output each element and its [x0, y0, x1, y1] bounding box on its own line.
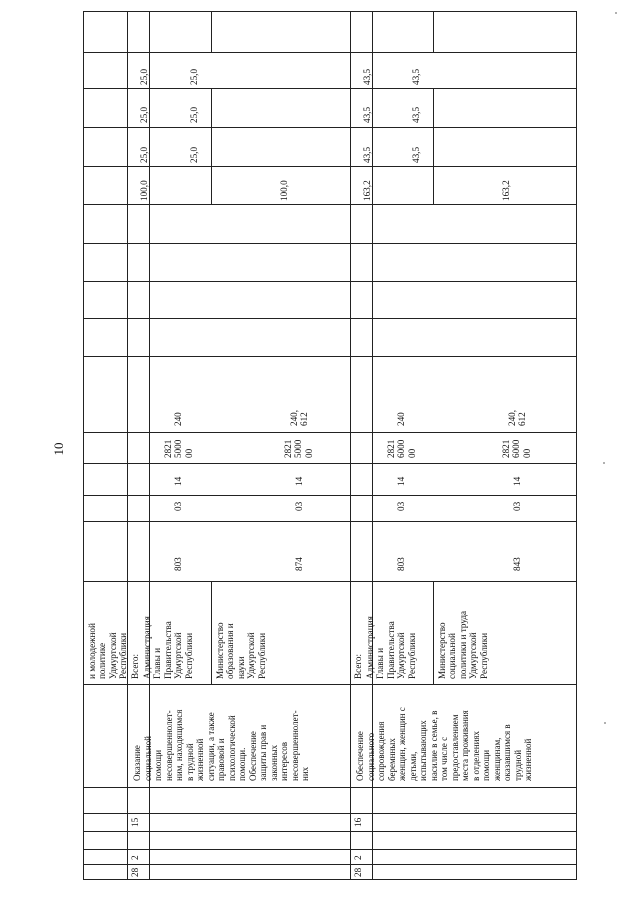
block2-exec1-vr: 240	[396, 412, 406, 426]
block2-total-y1: 43,5	[362, 146, 372, 163]
block1-exec2-pr: 14	[294, 476, 304, 486]
block2-exec1-y2: 43,5	[411, 106, 421, 123]
block1-exec2: Министерство образования и науки Удмуртской Республики	[215, 622, 267, 679]
row-line	[350, 11, 351, 880]
block1-exec2-vr: 240, 612	[289, 409, 310, 426]
row-line	[211, 11, 212, 52]
col-line	[83, 127, 577, 128]
block1-total-y2: 25,0	[139, 106, 149, 123]
prev-executor-tail: и молодежной политике Удмуртской Республики	[87, 623, 129, 679]
block2-exec1-rz: 03	[396, 501, 406, 511]
block1-title: Оказание социальной помощи несовершеннолет- ним, находящимся в трудной жизненной ситуации, а также правовой и психологической помощи. Обеспечение защиты прав и законных интересов несовершеннолет- них	[132, 709, 310, 781]
block1-pp: 2	[130, 855, 140, 860]
table-border-bottom	[83, 879, 577, 880]
col-line	[83, 88, 577, 89]
block2-exec2: Министерство социальной политики и труда Удмуртской Республики	[437, 610, 489, 679]
block1-exec2-csr: 2821 5000 00	[283, 439, 314, 458]
col-line	[83, 356, 577, 357]
block1-total-y3: 25,0	[139, 68, 149, 85]
block2-pp: 2	[353, 855, 363, 860]
scan-speck	[604, 722, 606, 724]
col-line	[83, 787, 577, 788]
block2-exec2-grbs: 843	[512, 557, 522, 571]
block2-exec1-pr: 14	[396, 476, 406, 486]
row-line	[433, 581, 434, 684]
block2-exec1-grbs: 803	[396, 557, 406, 571]
block1-exec1-y1: 25,0	[189, 146, 199, 163]
block1-exec1-pr: 14	[173, 476, 183, 486]
block1-exec1-csr: 2821 5000 00	[163, 439, 194, 458]
table-border-right	[576, 11, 577, 880]
col-line	[83, 495, 577, 496]
block2-title: Обеспечение социального сопровождения беремнных женщин, женщин с детьми, испытывающих насилие в семье, в том числе с предоставлением места проживания в отделениях помощи женщинам, оказавшимся в трудной жизненной	[355, 707, 533, 781]
block2-gp: 28	[353, 867, 363, 877]
block2-total-y3: 43,5	[362, 68, 372, 85]
block2-total-label: Всего:	[353, 653, 363, 679]
block1-gp: 28	[130, 867, 140, 877]
col-line	[83, 52, 577, 53]
block1-total-y1: 25,0	[139, 146, 149, 163]
row-line	[433, 11, 434, 52]
col-line	[83, 463, 577, 464]
block1-num: 15	[130, 817, 140, 827]
block1-exec2-grbs: 874	[294, 557, 304, 571]
row-line	[127, 11, 128, 880]
block1-exec1-y2: 25,0	[189, 106, 199, 123]
scan-speck	[603, 462, 605, 464]
block2-exec2-csr: 2821 6000 00	[501, 439, 532, 458]
block2-exec1-csr: 2821 6000 00	[386, 439, 417, 458]
col-line	[83, 849, 577, 850]
block2-exec1-y3: 43,5	[411, 68, 421, 85]
block1-exec1-rz: 03	[173, 501, 183, 511]
col-line	[83, 813, 577, 814]
table-border-top	[83, 11, 577, 12]
block1-exec2-rz: 03	[294, 501, 304, 511]
col-line	[83, 831, 577, 832]
row-line	[211, 581, 212, 684]
block1-exec2-value: 100,0	[279, 180, 289, 201]
block1-exec1-vr: 240	[173, 412, 183, 426]
col-line	[83, 281, 577, 282]
col-line	[83, 166, 577, 167]
block2-exec2-vr: 240, 612	[507, 409, 528, 426]
table-border-left	[83, 11, 84, 880]
row-line	[211, 88, 212, 204]
budget-table	[83, 11, 577, 880]
block2-exec1-y1: 43,5	[411, 146, 421, 163]
block2-total-y2: 43,5	[362, 106, 372, 123]
col-line	[83, 864, 577, 865]
row-line	[433, 88, 434, 204]
block1-total-value: 100,0	[139, 180, 149, 201]
block2-exec2-rz: 03	[512, 501, 522, 511]
scan-speck	[615, 12, 617, 14]
block1-total-label: Всего:	[130, 653, 140, 679]
col-line	[83, 204, 577, 205]
block2-exec2-pr: 14	[512, 476, 522, 486]
col-line	[83, 243, 577, 244]
block1-exec1-y3: 25,0	[189, 68, 199, 85]
block2-total-value: 163,2	[362, 180, 372, 201]
block1-exec1: Администрация Главы и Правительства Удмуртской Республики	[142, 616, 194, 679]
block2-num: 16	[353, 817, 363, 827]
page-number: 10	[51, 442, 66, 456]
col-line	[83, 318, 577, 319]
block2-exec2-value: 163,2	[501, 180, 511, 201]
block2-exec1: Администрация Главы и Правительства Удмуртской Республики	[365, 616, 417, 679]
block1-exec1-grbs: 803	[173, 557, 183, 571]
col-line	[83, 521, 577, 522]
